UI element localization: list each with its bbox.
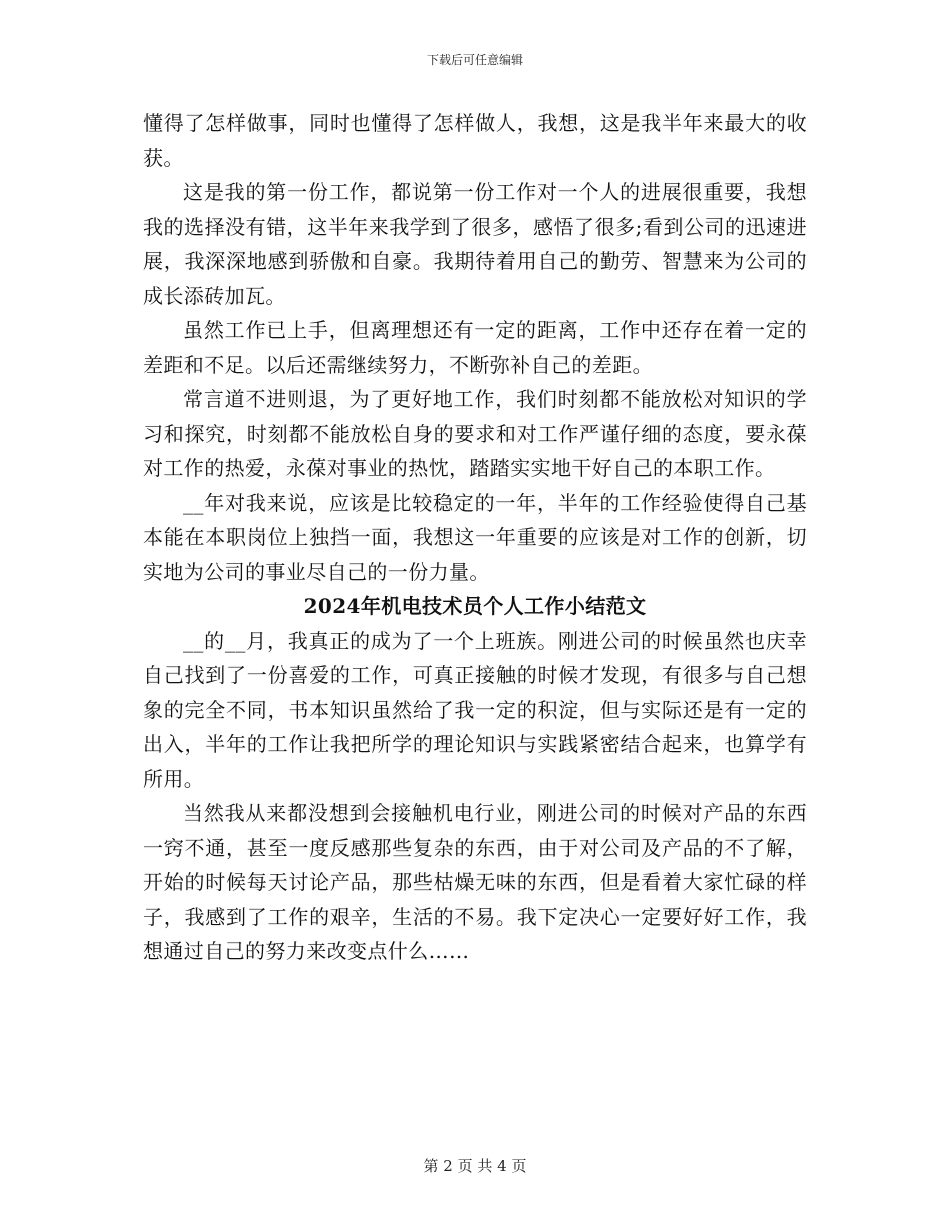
document-body — [143, 106, 807, 969]
paragraph: 常言道不进则退，为了更好地工作，我们时刻都不能放松对知识的学习和探究，时刻都不能放松自身的要求和对工作严谨仔细的态度，要永葆对工作的热爱，永葆对事业的热忱，踏踏实实地干好自己的本职工作。 — [143, 387, 807, 480]
section-title: 2024年机电技术员个人工作小结范文 — [303, 594, 647, 618]
paragraph: 虽然工作已上手，但离理想还有一定的距离，工作中还存在着一定的差距和不足。以后还需继续努力，不断弥补自己的差距。 — [143, 318, 807, 377]
paragraph-continuation: 懂得了怎样做事，同时也懂得了怎样做人，我想，这是我半年来最大的收获。 — [143, 111, 807, 170]
paragraph: 这是我的第一份工作，都说第一份工作对一个人的进展很重要，我想我的选择没有错，这半年来我学到了很多，感悟了很多;看到公司的迅速进展，我深深地感到骄傲和自豪。我期待着用自己的勤劳、智慧来为公司的成长添砖加瓦。 — [143, 180, 807, 308]
paragraph: 当然我从来都没想到会接触机电行业，刚进公司的时候对产品的东西一窍不通，甚至一度反感那些复杂的东西，由于对公司及产品的不了解，开始的时候每天讨论产品，那些枯燥无味的东西，但是看着大家忙碌的样子，我感到了工作的艰辛，生活的不易。我下定决心一定要好好工作，我想通过自己的努力来改变点什么…… — [143, 801, 807, 963]
page-footer: 第 2 页 共 4 页 — [423, 1157, 527, 1175]
paragraph: __的__月，我真正的成为了一个上班族。刚进公司的时候虽然也庆幸自己找到了一份喜爱的工作，可真正接触的时候才发现，有很多与自己想象的完全不同，书本知识虽然给了我一定的积淀，但与实际还是有一定的出入，半年的工作让我把所学的理论知识与实践紧密结合起来，也算学有所用。 — [143, 628, 807, 791]
page-header: 下载后可任意编辑 — [426, 53, 523, 67]
paragraph: __年对我来说，应该是比较稳定的一年，半年的工作经验使得自己基本能在本职岗位上独挡一面，我想这一年重要的应该是对工作的创新，切实地为公司的事业尽自己的一份力量。 — [143, 490, 807, 584]
